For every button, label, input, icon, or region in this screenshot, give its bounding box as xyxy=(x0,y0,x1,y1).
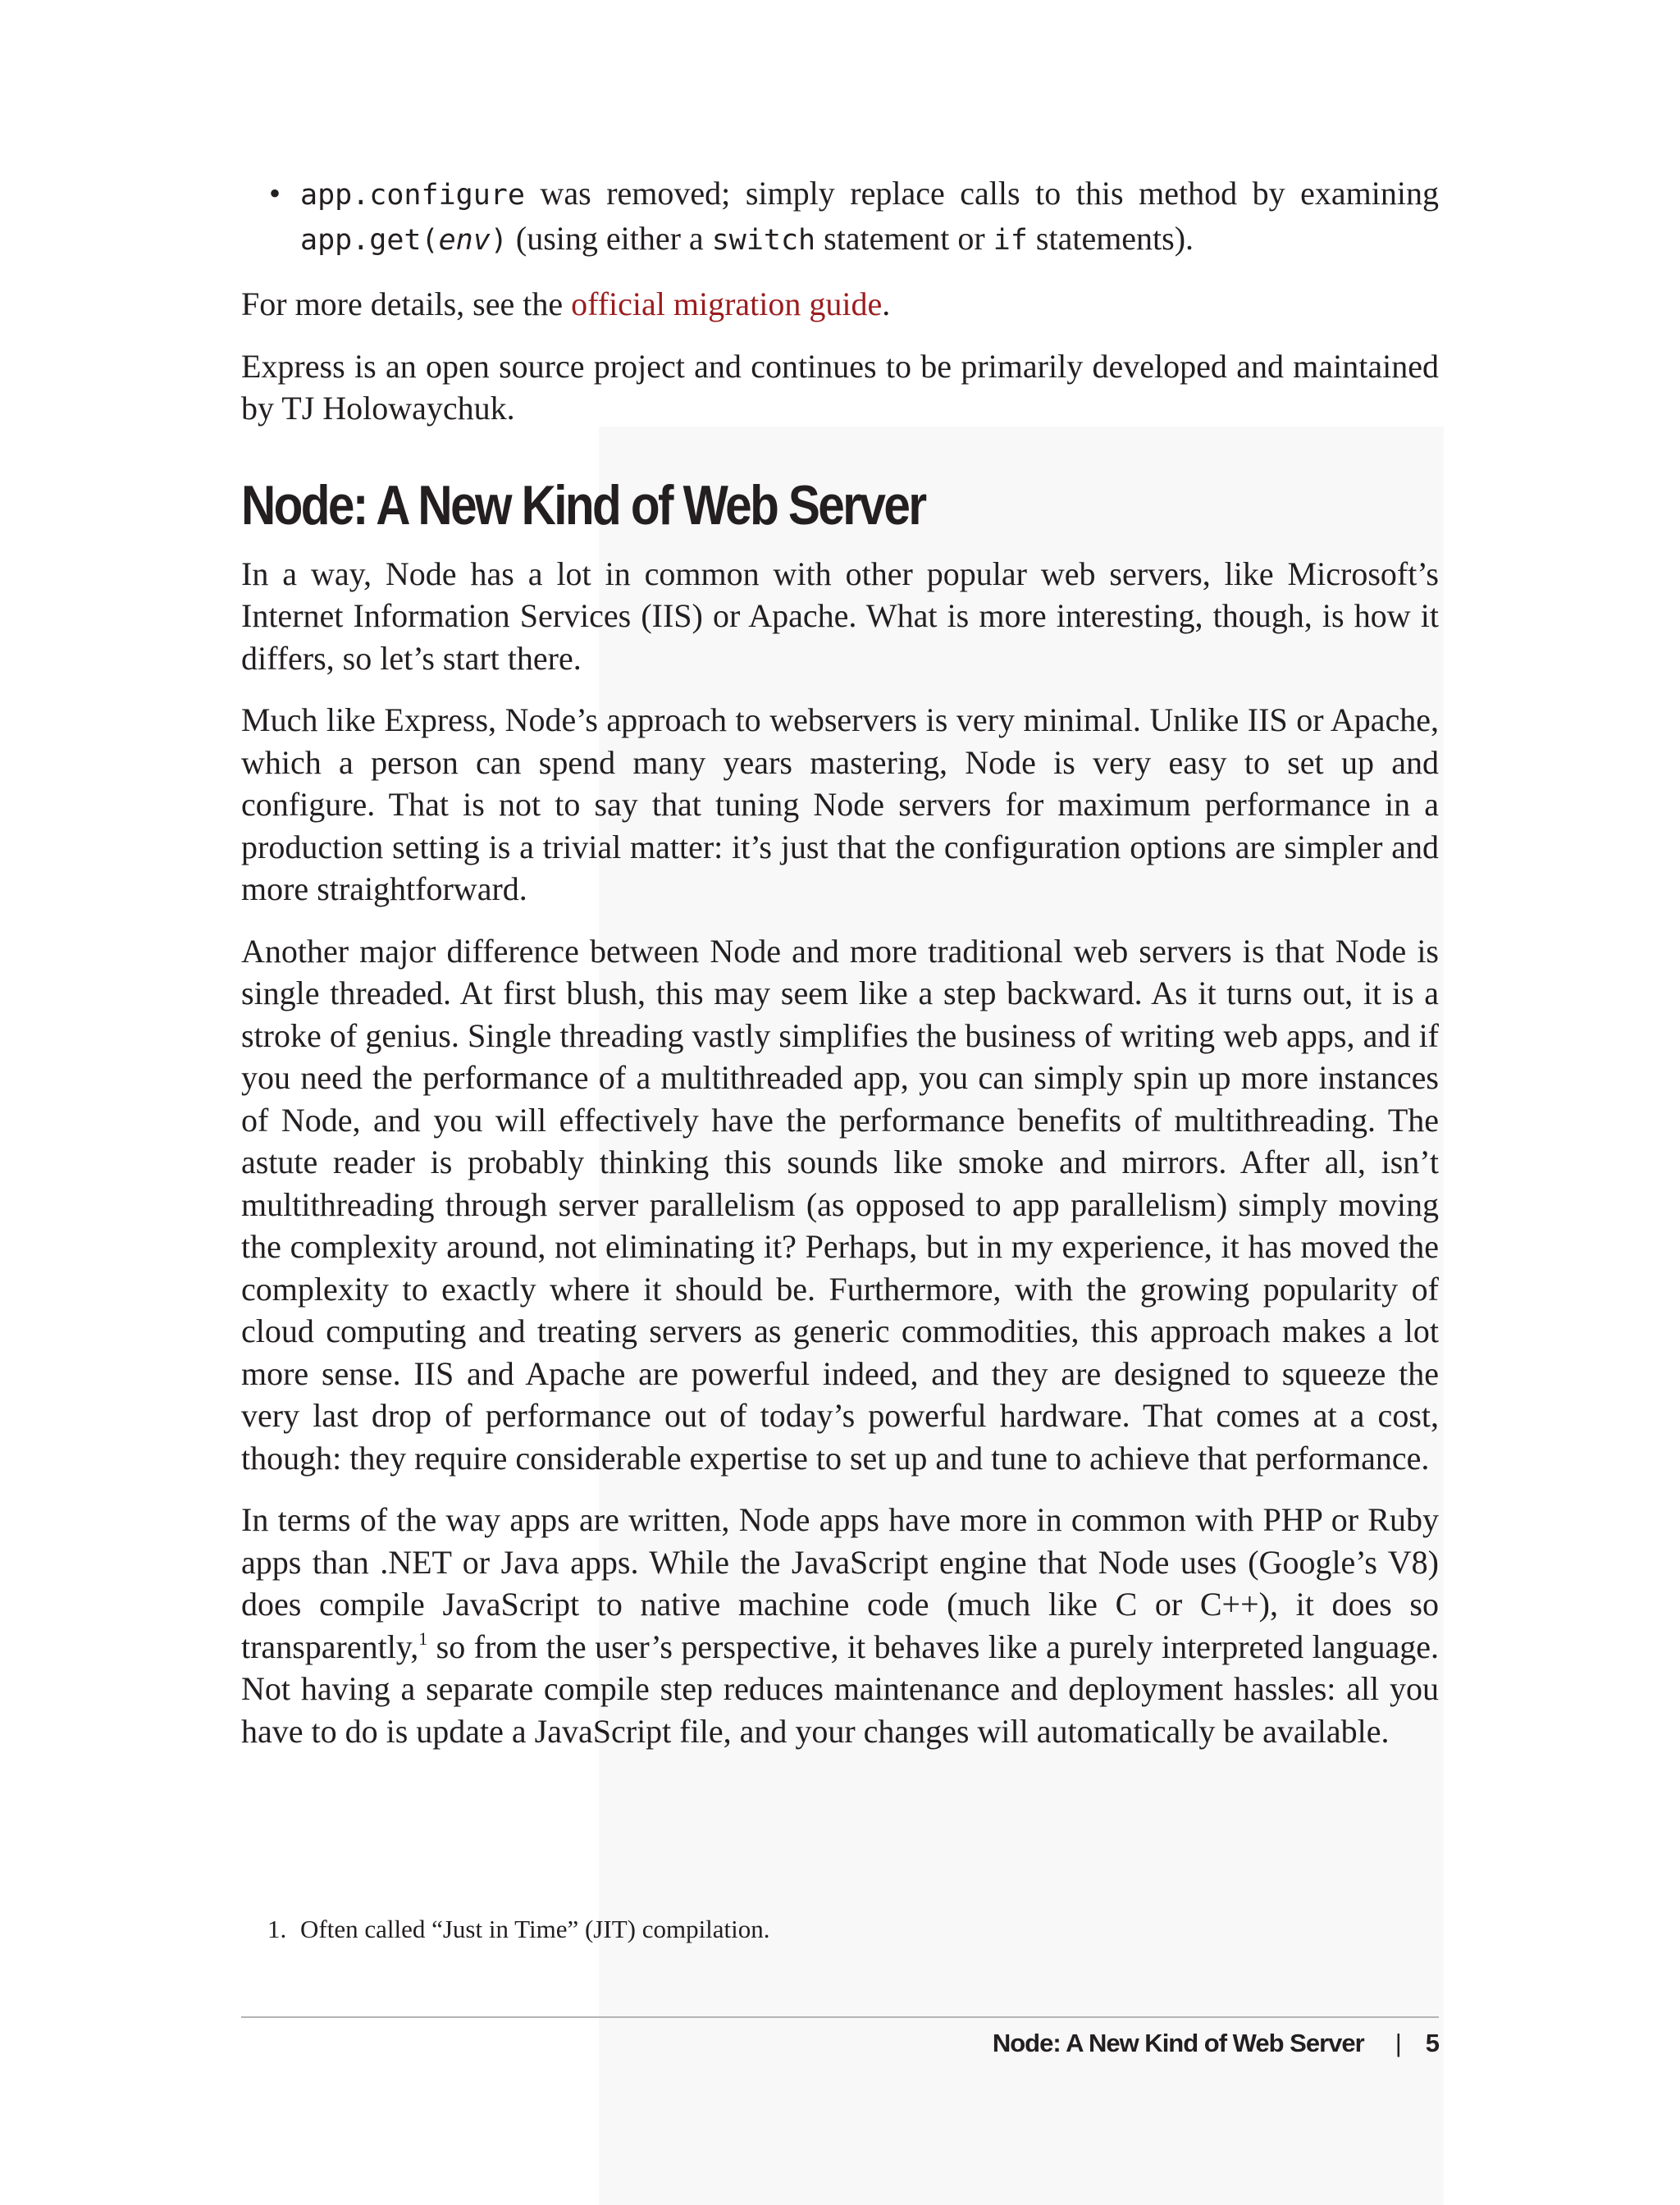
footnote xyxy=(267,1913,770,1946)
express-paragraph: Express is an open source project and continues to be primarily developed and maintained by TJ Holowaychuk. xyxy=(241,347,1439,427)
inline-code-app-get: app.get(env) xyxy=(300,223,508,257)
inline-code-if: if xyxy=(993,223,1028,257)
footer-separator: | xyxy=(1395,2029,1401,2057)
running-footer xyxy=(993,2029,1439,2058)
footnote-reference[interactable]: 1 xyxy=(418,1628,428,1649)
bullet-list xyxy=(241,172,1439,262)
footnote-number: 1. xyxy=(267,1915,287,1943)
inline-code-switch: switch xyxy=(711,223,816,257)
section-heading: Node: A New Kind of Web Server xyxy=(241,473,925,536)
page-body xyxy=(241,172,1439,1772)
body-paragraph-3: Another major difference between Node and more traditional web servers is that Node is single threaded. At first blush, this may seem like a step backward. As it turns out, it is a stroke of genius. Single threading vastly simplifies the business of writing web apps, and if you need the performance of a multithreaded app, you can simply spin up more instances of Node, and you will effectively have the performance benefits of multithreading. The astute reader is probably thinking this sounds like smoke and mirrors. After all, isn’t multithreading through server parallelism (as opposed to app parallelism) simply moving the complexity around, not eliminating it? Perhaps, but in my experience, it has moved the complexity to exactly where it should be. Furthermore, with the growing popularity of cloud computing and treating servers as generic commodities, this approach makes a lot more sense. IIS and Apache are powerful indeed, and they are designed to squeeze the very last drop of performance out of today’s powerful hardware. That comes at a cost, though: they require considerable expertise to set up and tune to achieve that performance. xyxy=(241,932,1439,1477)
footer-title: Node: A New Kind of Web Server xyxy=(992,2029,1364,2057)
footnote-text: Often called “Just in Time” (JIT) compilation. xyxy=(300,1915,770,1943)
footer-divider xyxy=(241,2016,1439,2018)
body-paragraph-2: Much like Express, Node’s approach to webservers is very minimal. Unlike IIS or Apache, which a person can spend many years mastering, Node is very easy to set up and configure. That is not to say that tuning Node servers for maximum performance in a production setting is a trivial matter: it’s just that the configuration options are simpler and more straightforward. xyxy=(241,701,1439,907)
inline-code-app-configure: app.configure xyxy=(300,179,525,212)
page-number: 5 xyxy=(1425,2029,1439,2057)
body-paragraph-4: In terms of the way apps are written, Node apps have more in common with PHP or Ruby apps than .NET or Java apps. While the JavaScript engine that Node uses (Google’s V8) does compile JavaScript to native machine code (much like C or C++), it does so transparently,$^1$ so from the user’s perspective, it behaves like a purely interpreted language. Not having a separate compile step reduces maintenance and deployment hassles: all you have to do is update a JavaScript file, and your changes will automatically be available. xyxy=(241,1501,1439,1750)
details-paragraph: For more details, see the official migration guide. xyxy=(241,285,891,322)
body-paragraph-1: In a way, Node has a lot in common with other popular web servers, like Microsoft’s Internet Information Services (IIS) or Apache. What is more interesting, though, is how it differs, so let’s start there. xyxy=(241,555,1439,677)
migration-guide-link[interactable]: official migration guide xyxy=(571,285,883,322)
bullet-item: • app.configure was removed; simply replace calls to this method by examining app.get(env) (using either a switch statement or if statements). xyxy=(300,172,1439,262)
